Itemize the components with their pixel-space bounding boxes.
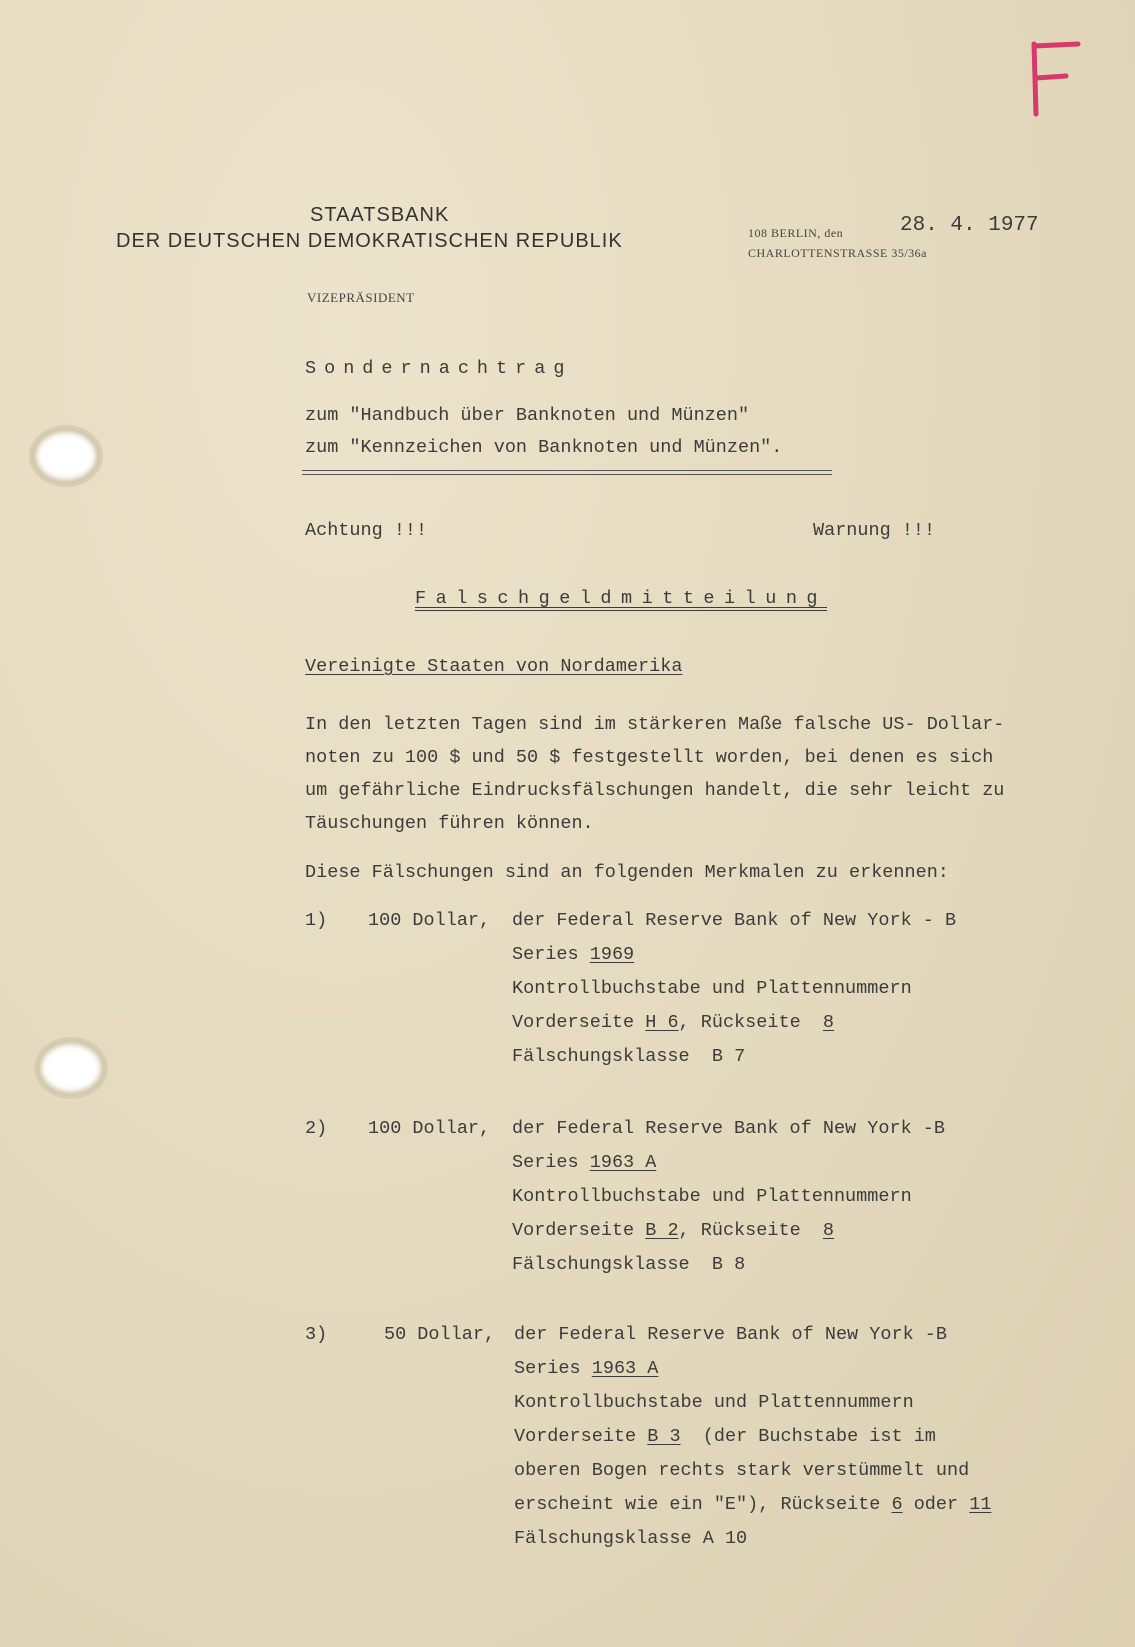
item-series bbox=[512, 944, 634, 965]
front-label: Vorderseite bbox=[512, 1012, 635, 1033]
punch-hole-bottom bbox=[37, 1040, 105, 1096]
item-note-line2: oberen Bogen rechts stark verstümmelt und bbox=[514, 1460, 970, 1481]
item-control: Kontrollbuchstabe und Plattennummern bbox=[514, 1392, 914, 1413]
back-label: , Rückseite bbox=[678, 1220, 801, 1241]
series-label: Series bbox=[512, 944, 579, 965]
back-value: 6 bbox=[891, 1494, 903, 1515]
heading-rule-2 bbox=[302, 474, 832, 475]
country-heading: Vereinigte Staaten von Nordamerika bbox=[305, 656, 683, 677]
back-value-2: 11 bbox=[969, 1494, 992, 1515]
heading-rule bbox=[302, 470, 832, 471]
letterhead-line2: DER DEUTSCHEN DEMOKRATISCHEN REPUBLIK bbox=[116, 230, 623, 252]
item-class bbox=[514, 1528, 747, 1549]
punch-hole-top bbox=[32, 428, 100, 484]
handwritten-annotation bbox=[1026, 38, 1084, 118]
front-value: B 3 bbox=[647, 1426, 681, 1447]
item-number: 2) bbox=[305, 1118, 328, 1139]
item-number: 1) bbox=[305, 910, 328, 931]
notice-title: Falschgeldmitteilung bbox=[415, 588, 828, 609]
address-city: 108 BERLIN, den bbox=[748, 226, 844, 240]
item-denomination: 100 Dollar, bbox=[368, 1118, 491, 1139]
series-value: 1963 A bbox=[589, 1152, 657, 1173]
back-or: oder bbox=[913, 1494, 959, 1515]
intro-line-2: noten zu 100 $ und 50 $ festgestellt worden, bei denen es sich bbox=[305, 747, 994, 768]
front-value: B 2 bbox=[645, 1220, 679, 1241]
front-label: Vorderseite bbox=[514, 1426, 637, 1447]
item-class bbox=[512, 1254, 745, 1275]
alert-left: Achtung !!! bbox=[305, 520, 428, 541]
back-value: 8 bbox=[822, 1012, 834, 1033]
heading-sub1: zum "Handbuch über Banknoten und Münzen" bbox=[305, 405, 750, 426]
intro-line-3: um gefährliche Eindrucksfälschungen handelt, die sehr leicht zu bbox=[305, 780, 1005, 801]
features-intro: Diese Fälschungen sind an folgenden Merkmalen zu erkennen: bbox=[305, 862, 949, 883]
item-denomination: 50 Dollar, bbox=[384, 1324, 496, 1345]
item-bank: der Federal Reserve Bank of New York - B bbox=[512, 910, 957, 931]
series-label: Series bbox=[514, 1358, 581, 1379]
back-label: , Rückseite bbox=[678, 1012, 801, 1033]
series-value: 1963 A bbox=[591, 1358, 659, 1379]
class-label: Fälschungsklasse bbox=[512, 1046, 690, 1067]
item-control: Kontrollbuchstabe und Plattennummern bbox=[512, 978, 912, 999]
item-plates bbox=[514, 1426, 936, 1447]
class-value: B 7 bbox=[711, 1046, 746, 1067]
heading-sub2: zum "Kennzeichen von Banknoten und Münzen". bbox=[305, 437, 783, 458]
item-series bbox=[514, 1358, 658, 1379]
item-note-line3 bbox=[514, 1494, 991, 1515]
intro-line-1: In den letzten Tagen sind im stärkeren Maße falsche US- Dollar- bbox=[305, 714, 1005, 735]
back-value: 8 bbox=[822, 1220, 834, 1241]
item-bank: der Federal Reserve Bank of New York -B bbox=[514, 1324, 947, 1345]
item-bank: der Federal Reserve Bank of New York -B bbox=[512, 1118, 945, 1139]
item-plates bbox=[512, 1012, 834, 1033]
intro-line-4: Täuschungen führen können. bbox=[305, 813, 594, 834]
letterhead-line1: STAATSBANK bbox=[310, 204, 450, 226]
item-number: 3) bbox=[305, 1324, 328, 1345]
item-series bbox=[512, 1152, 656, 1173]
front-label: Vorderseite bbox=[512, 1220, 635, 1241]
class-value: A 10 bbox=[702, 1528, 748, 1549]
alert-right: Warnung !!! bbox=[813, 520, 936, 541]
item-control: Kontrollbuchstabe und Plattennummern bbox=[512, 1186, 912, 1207]
document-title: Sondernachtrag bbox=[305, 358, 573, 379]
class-label: Fälschungsklasse bbox=[514, 1528, 692, 1549]
front-value: H 6 bbox=[645, 1012, 679, 1033]
item-class bbox=[512, 1046, 745, 1067]
series-value: 1969 bbox=[589, 944, 635, 965]
front-note-end: erscheint wie ein "E"), Rückseite bbox=[514, 1494, 881, 1515]
front-note: (der Buchstabe ist im bbox=[702, 1426, 936, 1447]
class-label: Fälschungsklasse bbox=[512, 1254, 690, 1275]
document-date: 28. 4. 1977 bbox=[900, 214, 1039, 237]
item-plates bbox=[512, 1220, 834, 1241]
item-denomination: 100 Dollar, bbox=[368, 910, 491, 931]
series-label: Series bbox=[512, 1152, 579, 1173]
letterhead-office: VIZEPRÄSIDENT bbox=[307, 290, 415, 305]
class-value: B 8 bbox=[711, 1254, 746, 1275]
address-street: CHARLOTTENSTRASSE 35/36a bbox=[748, 246, 928, 260]
